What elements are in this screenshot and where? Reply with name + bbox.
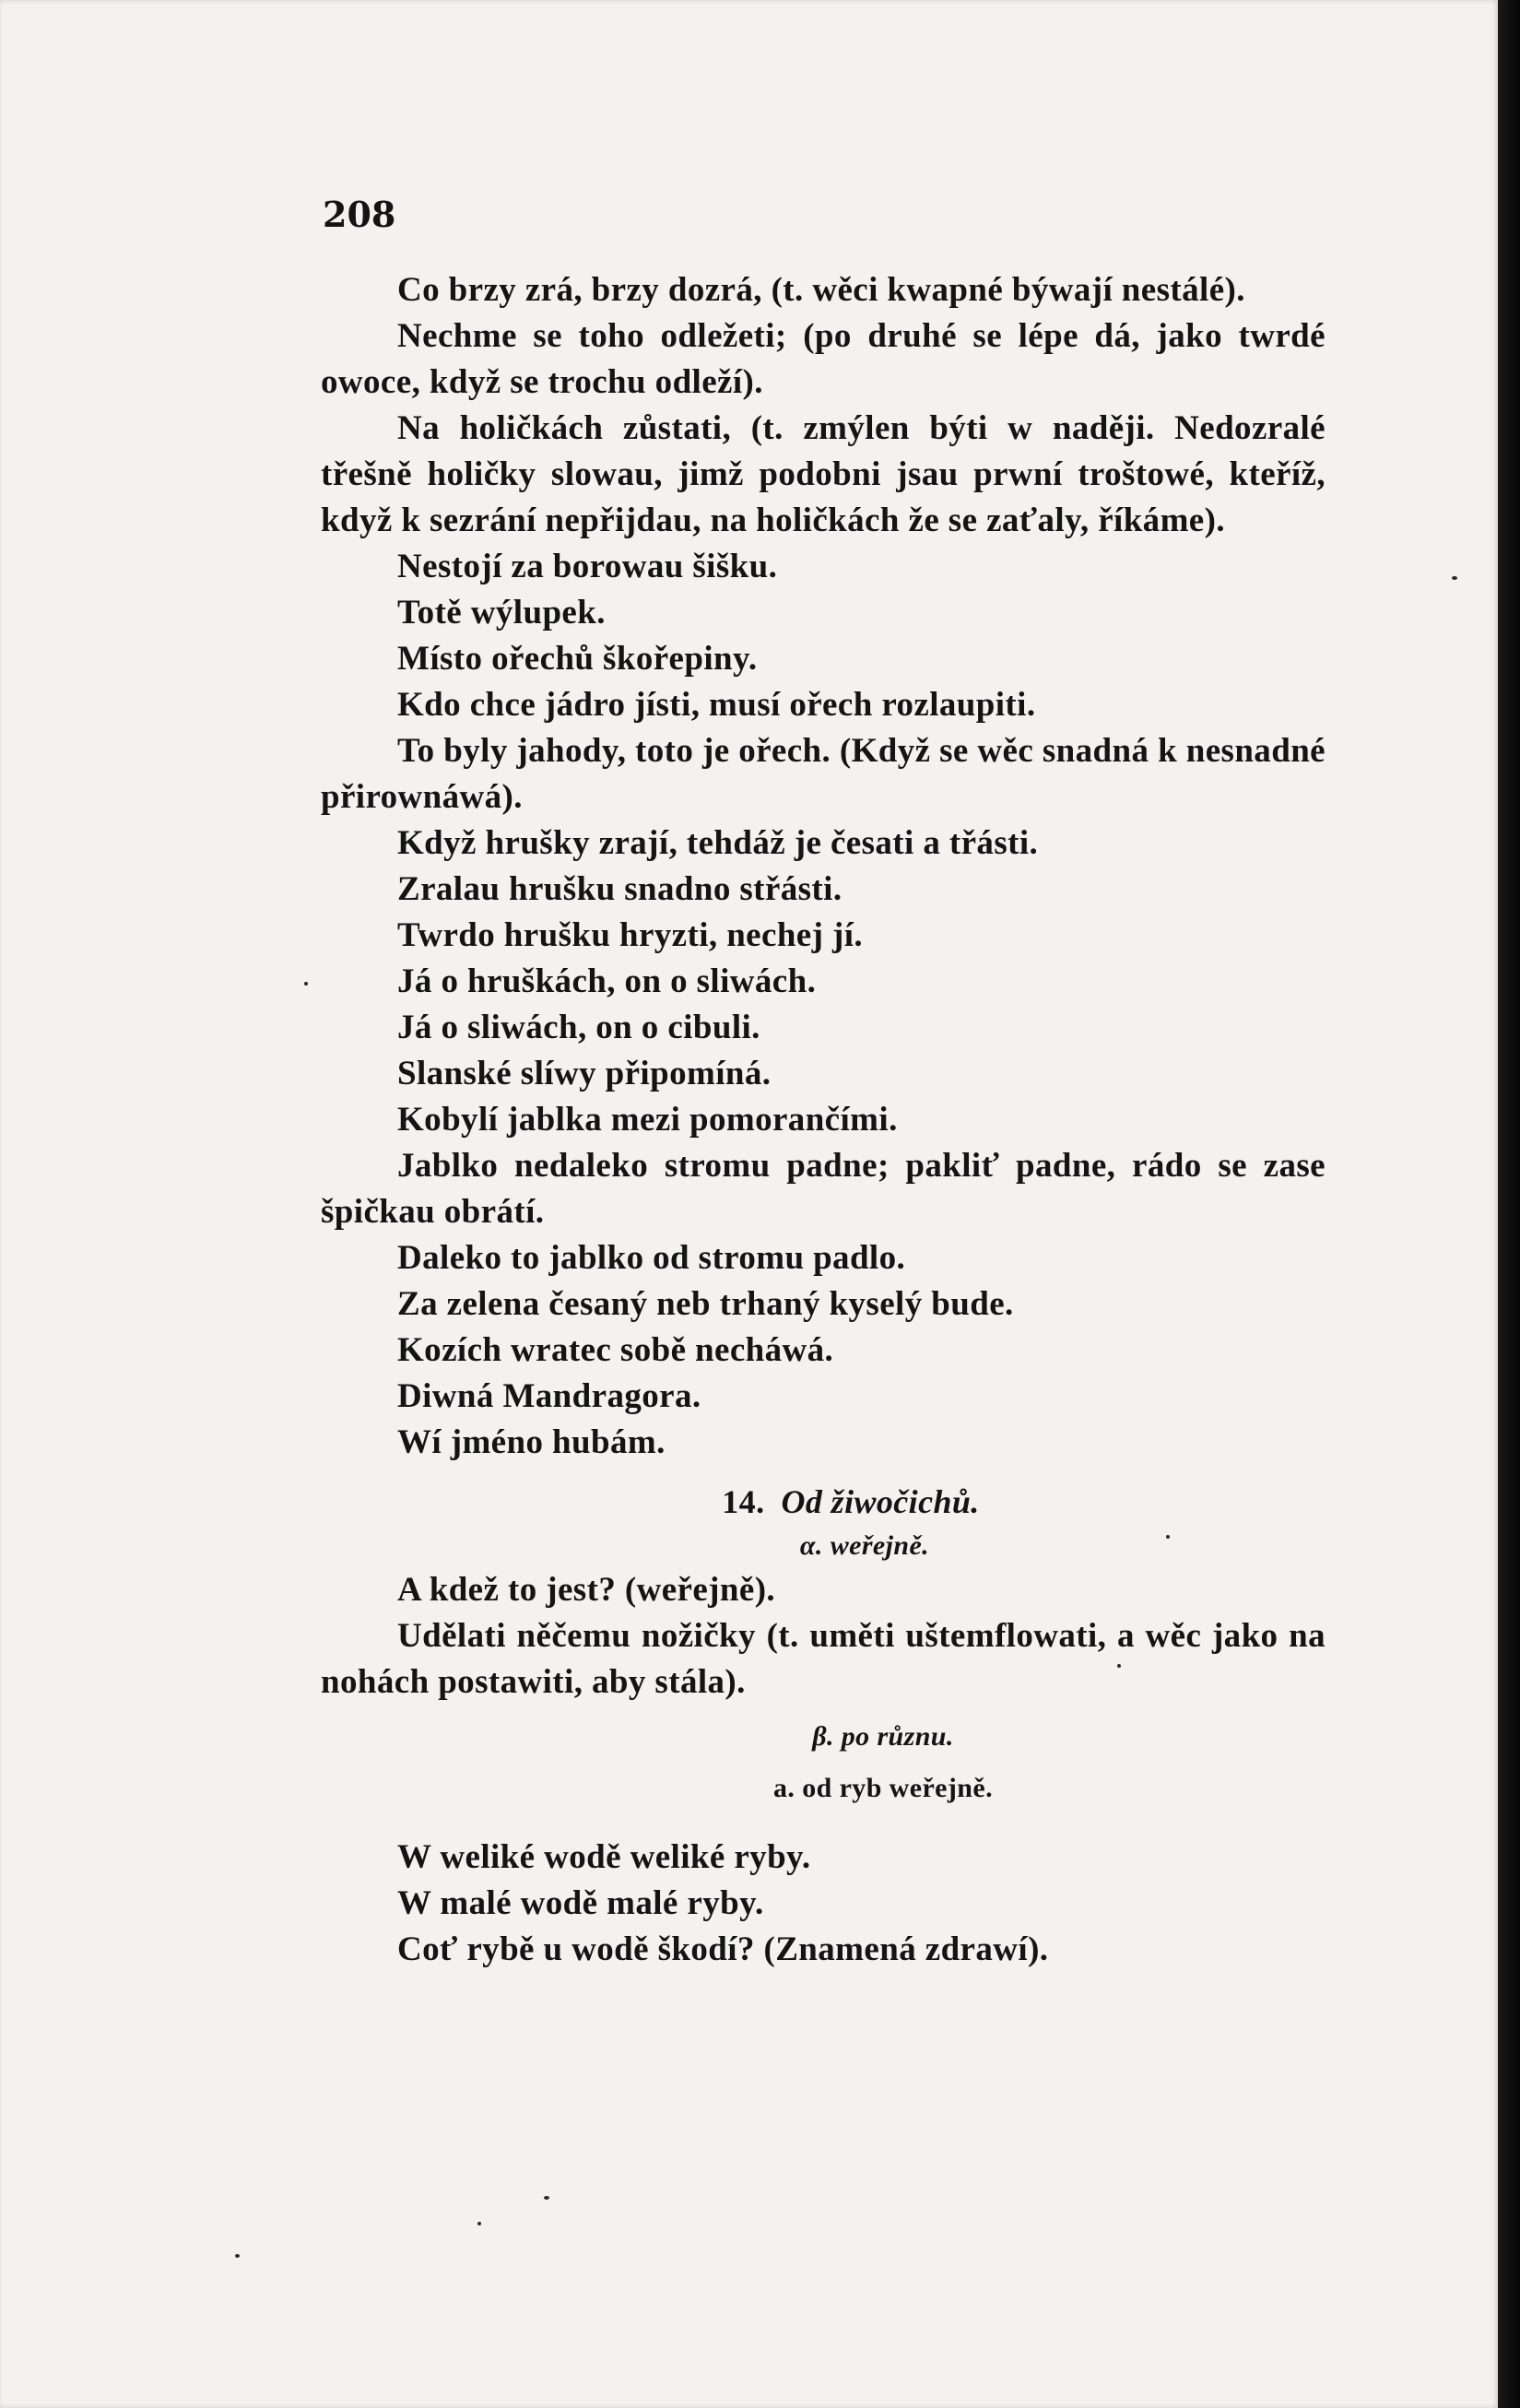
proverb: Udělati něčemu nožičky (t. uměti uštemflowati, a wěc jako na nohách postawiti, aby stála). [321,1617,1326,1701]
proverb: Kozích wratec sobě necháwá. [397,1331,834,1369]
proverb: Slanské slíwy připomíná. [397,1055,772,1092]
ink-speck [544,2196,549,2200]
ink-speck [1452,576,1457,580]
page-number: 208 [323,194,396,235]
ink-speck [1117,1664,1121,1668]
ink-speck [304,982,308,986]
proverb: Diwná Mandragora. [397,1377,701,1415]
proverb: W weliké wodě weliké ryby. [397,1838,811,1876]
proverb: Místo ořechů škořepiny. [397,640,758,678]
proverb: Za zelena česaný neb trhaný kyselý bude. [397,1285,1014,1323]
proverb: Zralau hrušku snadno střásti. [397,870,842,908]
proverb: Totě wýlupek. [397,594,606,632]
section-title: Od žiwočichů. [781,1483,980,1520]
proverb: Jablko nedaleko stromu padne; pakliť padne, rádo se zase špičkau obrátí. [321,1147,1326,1231]
section-heading [321,1479,1326,1525]
proverb: Kobylí jablka mezi pomorančími. [397,1101,898,1139]
ink-speck [477,2222,481,2225]
proverb: Nestojí za borowau šišku. [397,548,778,585]
ink-speck [235,2254,240,2258]
subsection-heading-b: β. po různu. [812,1721,954,1752]
proverb: W malé wodě malé ryby. [397,1884,764,1922]
proverb: Když hrušky zrají, tehdáž je česati a třásti. [397,824,1039,862]
page-edge [1498,0,1520,2408]
proverb: A kdež to jest? (weřejně). [397,1571,776,1609]
proverb: Coť rybě u wodě škodí? (Znamená zdrawí). [397,1930,1049,1968]
proverb: Co brzy zrá, brzy dozrá, (t. wěci kwapné býwají nestálé). [397,271,1245,309]
proverb: Daleko to jablko od stromu padlo. [397,1239,906,1277]
proverb: Twrdo hrušku hryzti, nechej jí. [397,916,864,954]
proverb: Na holičkách zůstati, (t. zmýlen býti w naději. Nedozralé třešně holičky slowau, jimž podobni jsau prwní troštowé, kteříž, když k sezrání nepřijdau, na holičkách že se zaťaly, říkáme). [321,409,1326,539]
proverb: Nechme se toho odležeti; (po druhé se lépe dá, jako twrdé owoce, když se trochu odleží). [321,317,1326,401]
section-number: 14. [722,1483,765,1520]
minor-heading: a. od ryb weřejně. [773,1773,993,1803]
proverb: Wí jméno hubám. [397,1423,666,1461]
ink-speck [1166,1535,1170,1539]
proverb: Já o sliwách, on o cibuli. [397,1009,760,1046]
proverb: Já o hruškách, on o sliwách. [397,962,817,1000]
subsection-heading-a: α. weřejně. [799,1530,930,1561]
text-block [321,267,1326,1973]
proverb: Kdo chce jádro jísti, musí ořech rozlaupiti. [397,686,1036,724]
proverb: To byly jahody, toto je ořech. (Když se wěc snadná k nesnadné přirownáwá). [321,732,1326,816]
